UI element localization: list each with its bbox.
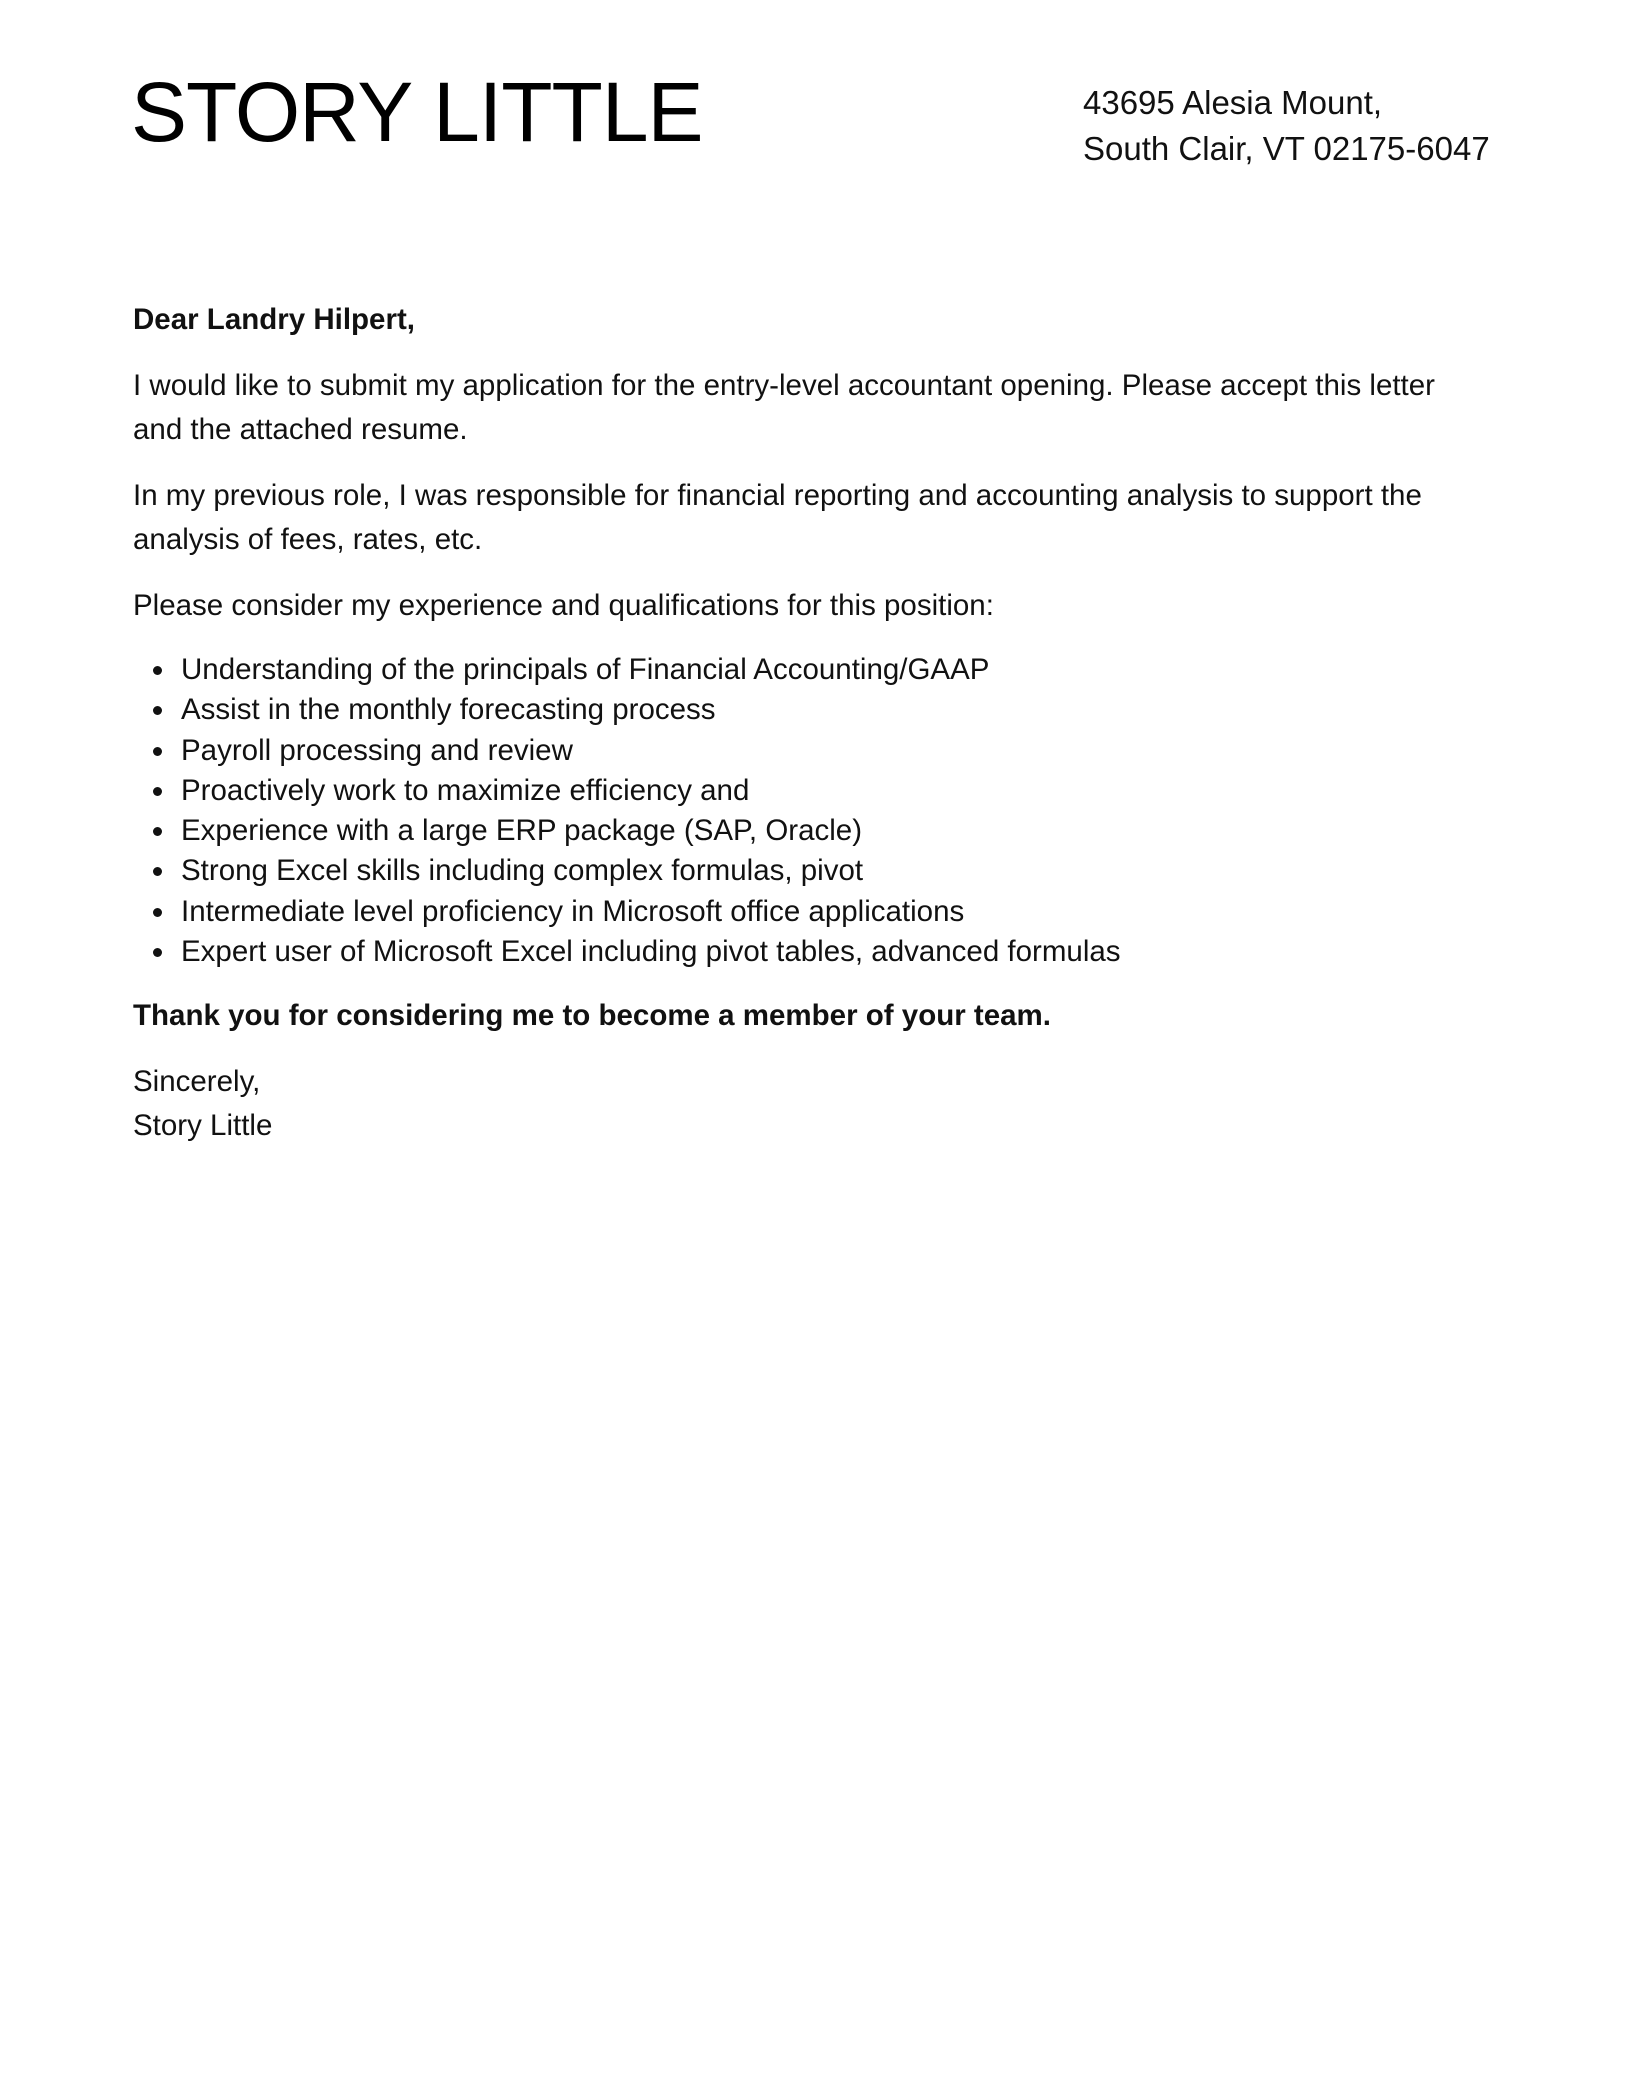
address-line-1: 43695 Alesia Mount,: [1083, 84, 1383, 121]
list-item-text: Proactively work to maximize efficiency and: [181, 773, 750, 807]
list-item: [181, 932, 1453, 972]
list-item-text: Assist in the monthly forecasting process: [181, 693, 716, 727]
greeting: Dear Landry Hilpert,: [133, 303, 415, 336]
list-item: [181, 690, 1453, 730]
list-item-text: Experience with a large ERP package (SAP, Oracle): [181, 814, 863, 848]
letter-body: [133, 298, 1453, 1148]
intro-paragraph: I would like to submit my application for the entry-level accountant opening. Please accept this letter and the attached resume.: [133, 369, 1435, 446]
qualifications-list: [133, 650, 1453, 972]
signature: Story Little: [133, 1109, 273, 1143]
closing-line: Thank you for considering me to become a member of your team.: [133, 999, 1051, 1033]
list-item-text: Expert user of Microsoft Excel including pivot tables, advanced formulas: [181, 935, 1121, 969]
list-item-text: Payroll processing and review: [181, 733, 573, 767]
list-item: [181, 731, 1453, 771]
bullet-icon: [153, 787, 162, 796]
list-item: [181, 650, 1453, 690]
qualifications-intro: Please consider my experience and qualifications for this position:: [133, 589, 994, 622]
list-item: [181, 892, 1453, 932]
list-item: [181, 811, 1453, 851]
experience-paragraph: In my previous role, I was responsible for financial reporting and accounting analysis to support the analysis of fees, rates, etc.: [133, 479, 1422, 556]
list-item: [181, 851, 1453, 891]
bullet-icon: [153, 666, 162, 675]
signoff: Sincerely,: [133, 1065, 261, 1099]
bullet-icon: [153, 867, 162, 876]
signoff-block: [133, 1060, 1453, 1148]
applicant-name: STORY LITTLE: [131, 65, 703, 159]
list-item-text: Understanding of the principals of Financial Accounting/GAAP: [181, 653, 990, 686]
list-item: [181, 771, 1453, 811]
address-line-2: South Clair, VT 02175-6047: [1083, 130, 1490, 167]
bullet-icon: [153, 948, 162, 957]
bullet-icon: [153, 908, 162, 917]
bullet-icon: [153, 706, 162, 715]
list-item-text: Intermediate level proficiency in Microsoft office applications: [181, 894, 965, 928]
applicant-address: [1083, 80, 1490, 172]
bullet-icon: [153, 827, 162, 836]
bullet-icon: [153, 747, 162, 756]
list-item-text: Strong Excel skills including complex formulas, pivot: [181, 854, 864, 888]
